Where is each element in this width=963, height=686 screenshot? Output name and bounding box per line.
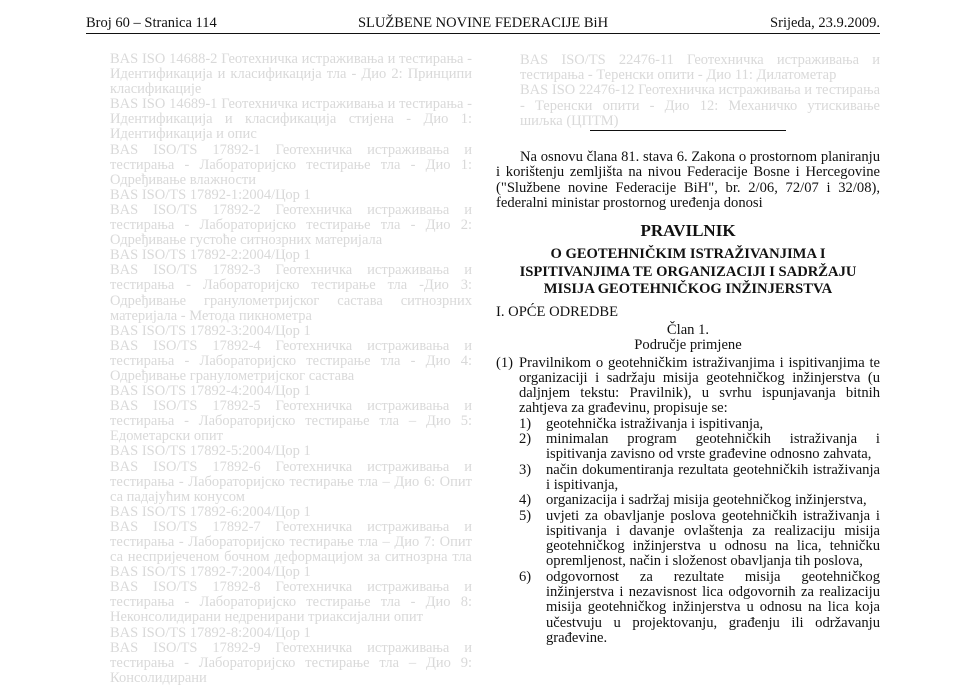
left-column-faded-text	[110, 52, 472, 686]
standard-entry: BAS ISO/TS 17892-1:2004/Цор 1	[110, 186, 311, 203]
standard-entry: BAS ISO/TS 22476-11 Геотехничка истраживања и тестирања - Теренски опити - Дио 11: Дилатометар	[520, 52, 880, 84]
document-title: PRAVILNIK	[640, 221, 736, 241]
section-separator	[590, 130, 786, 131]
standard-entry: BAS ISO/TS 17892-1 Геотехничка истраживања и тестирања - Лабораторијско тестирање тла - Дио 1: Одређивање влажности	[110, 141, 472, 188]
list-item-number: 4)	[519, 492, 532, 509]
standard-entry: BAS ISO/TS 17892-8 Геотехничка истраживања и тестирања - Лабораторијско тестирање тла - Дио 8: Неконсолидирани недренирани триаксијални опит	[110, 579, 472, 626]
standard-entry: BAS ISO/TS 17892-4 Геотехничка истраживања и тестирања - Лабораторијско тестирање тла - Дио 4: Одређивање гранулометријског састава	[110, 337, 472, 384]
preamble: Na osnovu člana 81. stava 6. Zakona o prostornom planiranju i korištenju zemljišta na nivou Federacije Bosne i Hercegovine ("Službene novine Federacije BiH", br. 2/06, 72/07 i 32/08), federalni ministar prostornog uređenja donosi	[496, 149, 880, 211]
standard-entry: BAS ISO/TS 17892-4:2004/Цор 1	[110, 383, 311, 400]
header-rule	[86, 33, 880, 34]
standard-entry: BAS ISO/TS 17892-5 Геотехничка истраживања и тестирања - Лабораторијско тестирање тла – Дио 5: Едометарски опит	[110, 398, 472, 445]
right-column-faded-text	[520, 53, 880, 129]
paragraph-text: Pravilnikom o geotehničkim istraživanjima i ispitivanjima te organizaciji i sadržaju misija geotehničkog inžinjerstva (u daljnjem tekstu: Pravilnik), u svrhu ispunjavanja bitnih zahtjeva za građevinu, propisuje se:	[519, 354, 880, 417]
list-item	[496, 509, 880, 570]
page-header	[86, 14, 880, 32]
standard-entry: BAS ISO/TS 17892-5:2004/Цор 1	[110, 443, 311, 460]
standard-entry: BAS ISO 14689-1 Геотехничка истраживања и тестирања - Идентификација и класификација стијена - Дио 1: Идентификација и опис	[110, 96, 472, 143]
list-item-text: način dokumentiranja rezultata geotehničkih istraživanja i ispitivanja,	[546, 461, 880, 493]
issue-date: Srijeda, 23.9.2009.	[770, 15, 880, 31]
article-number: Član 1.	[666, 321, 710, 338]
list-item	[496, 463, 880, 494]
standard-entry: BAS ISO/TS 17892-3:2004/Цор 1	[110, 322, 311, 339]
list-item-number: 3)	[519, 461, 532, 478]
paragraph-number: (1)	[496, 354, 514, 371]
list-item	[496, 432, 880, 463]
list-item-text: organizacija i sadržaj misija geotehničkog inžinjerstva,	[546, 492, 867, 509]
list-item	[496, 570, 880, 646]
list-item-text: uvjeti za obavljanje poslova geotehničkih istraživanja i ispitivanja i davanje ovlaštenja za realizaciju misija geotehničkog inžinjerstva u odnosu na lica, tehničku opremljenost, način i složenost obavljanja tih poslova,	[546, 507, 880, 570]
publication-title: SLUŽBENE NOVINE FEDERACIJE BiH	[357, 15, 609, 31]
list-item-text: minimalan program geotehničkih istraživanja i ispitivanja zavisno od vrste građevine odnosno zahvata,	[546, 431, 880, 463]
list-item	[496, 493, 880, 508]
section-heading: I. OPĆE ODREDBE	[496, 303, 619, 320]
list-item-number: 6)	[519, 568, 532, 585]
provision-list	[496, 417, 880, 646]
standard-entry: BAS ISO/TS 17892-7 Геотехничка истраживања и тестирања - Лабораторијско тестирање тла – Дио 7: Опит са неспријеченом бочном деформацијом за ситнозрна тла BAS ISO/TS 17892-7:2004/Цор 1	[110, 518, 472, 581]
standard-entry: BAS ISO/TS 17892-2 Геотехничка истраживања и тестирања - Лабораторијско тестирање тла - Дио 2: Одређивање густоће ситнозрних материјала	[110, 201, 472, 249]
issue-page-number: Broj 60 – Stranica 114	[86, 15, 217, 31]
list-item-text: geotehnička istraživanja i ispitivanja,	[546, 415, 764, 432]
standard-entry: BAS ISO/TS 17892-3 Геотехничка истраживања и тестирања - Лабораторијско тестирање тла -Дио 3: Одређивање гранулометријског састава ситнозрних материјала - Метода пикнометра	[110, 262, 472, 324]
standard-entry: BAS ISO/TS 17892-9 Геотехничка истраживања и тестирања - Лабораторијско тестирање тла – Дио 9: Консолидирани	[110, 639, 472, 686]
regulation-column	[496, 150, 880, 646]
list-item	[496, 417, 880, 432]
list-item-number: 1)	[519, 415, 532, 432]
list-item-text: odgovornost za rezultate misija geotehničkog inžinjerstva i nezavisnost lica odgovornih za realizaciju misija geotehničkog inžinjerstva u odnosu na lica koja učestvuju u projektovanju, građenju ili održavanju građevine.	[546, 568, 880, 646]
standard-entry: BAS ISO/TS 17892-6 Геотехничка истраживања и тестирања - Лабораторијско тестирање тла – Дио 6: Опит са падајућим конусом	[110, 458, 472, 505]
list-item-number: 2)	[519, 431, 532, 448]
article-title: Područje primjene	[634, 337, 742, 354]
paragraph	[496, 356, 880, 417]
standard-entry: BAS ISO 22476-12 Геотехничка истраживања и тестирања - Теренски опити - Дио 12: Механичко утискивање шиљка (ЦПТМ)	[520, 82, 880, 129]
list-item-number: 5)	[519, 507, 532, 524]
standard-entry: BAS ISO/TS 17892-2:2004/Цор 1	[110, 247, 311, 264]
standard-entry: BAS ISO 14688-2 Геотехничка истраживања и тестирања - Идентификација и класификација тла - Дио 2: Принципи класификације	[110, 51, 472, 98]
standard-entry: BAS ISO/TS 17892-8:2004/Цор 1	[110, 624, 311, 641]
standard-entry: BAS ISO/TS 17892-6:2004/Цор 1	[110, 503, 311, 520]
document-subtitle: O GEOTEHNIČKIM ISTRAŽIVANJIMA I ISPITIVANJIMA TE ORGANIZACIJI I SADRŽAJU MISIJA GEOTEHNIČKOG INŽINJERSTVA	[519, 246, 857, 298]
